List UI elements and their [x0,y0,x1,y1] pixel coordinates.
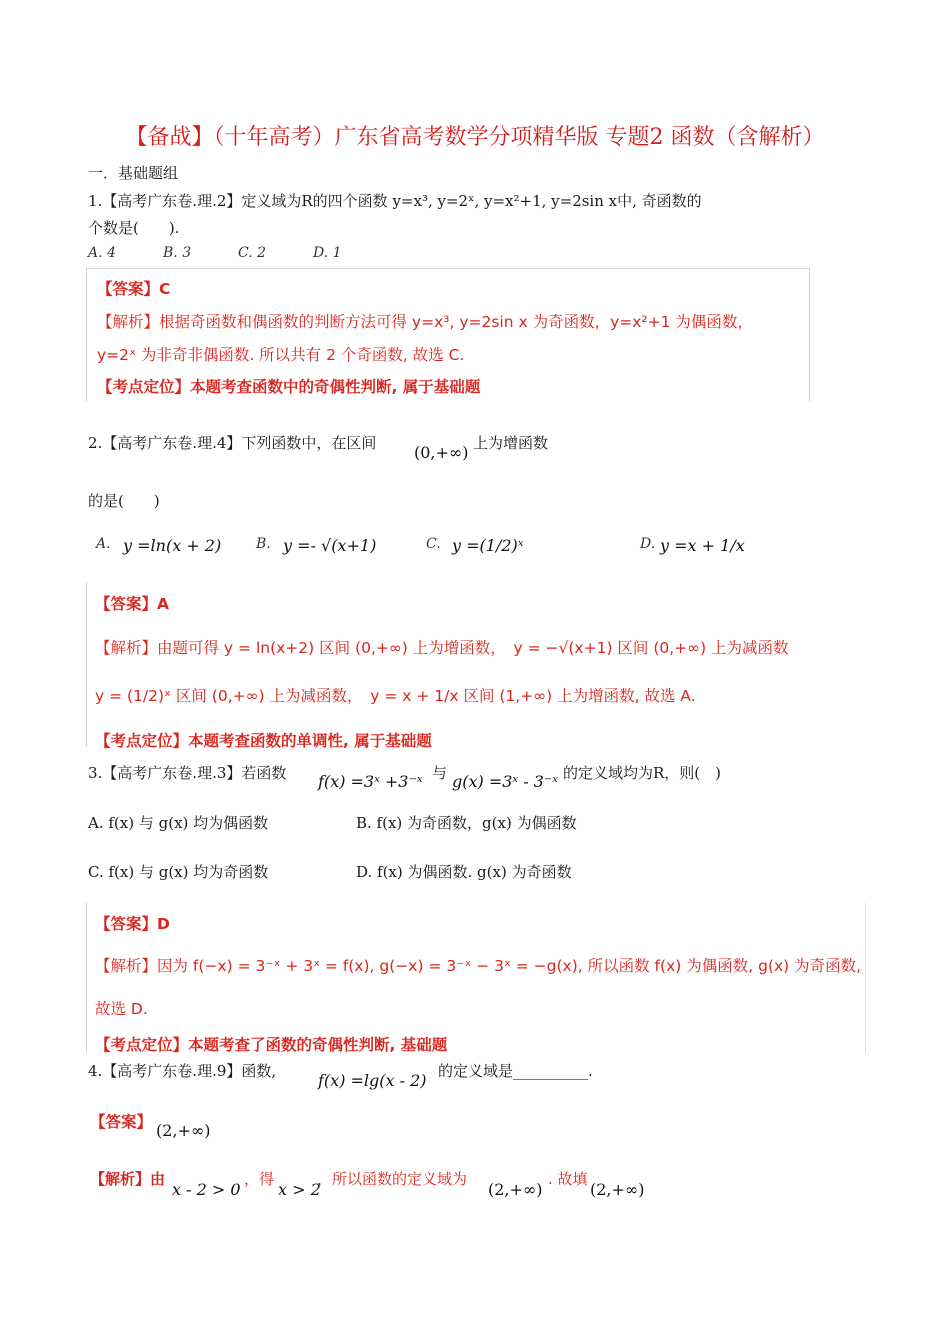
q1-option-d: D. 1 [313,245,342,261]
q3-option-b: B. f(x) 为奇函数，g(x) 为偶函数 [356,814,577,832]
q4-condition-1: x - 2 > 0 [172,1180,241,1199]
q4-f-def: f(x) =lg(x - 2) [318,1071,427,1090]
page-title: 【备战】（十年高考）广东省高考数学分项精华版 专题2 函数（含解析） [125,125,825,150]
q2-option-a-label: A. [96,536,111,552]
q2-answer: 【答案】A [95,595,169,613]
q1-knowledge-point: 【考点定位】本题考查函数中的奇偶性判断, 属于基础题 [97,378,481,396]
q2-stem-line2: 的是( ) [88,492,160,510]
q4-domain-final: (2,+∞) [590,1180,645,1199]
q1-option-b: B. 3 [163,245,192,261]
q1-analysis-line1: 【解析】根据奇函数和偶函数的判断方法可得 y=x³, y=2sin x 为奇函数，y=x²+1 为偶函数， [97,313,753,331]
q4-analysis-fill: . 故填 [548,1170,588,1188]
q3-solution-box [86,903,866,1053]
q4-stem-end: 的定义域是__________. [438,1062,593,1080]
q3-option-d: D. f(x) 为偶函数. g(x) 为奇函数 [356,863,572,881]
q2-solution-box [86,582,817,747]
q3-answer: 【答案】D [95,915,170,933]
q3-knowledge-point: 【考点定位】本题考查了函数的奇偶性判断, 基础题 [95,1036,448,1054]
q4-analysis-mid: ，所以函数的定义域为 [317,1170,468,1188]
q3-f-def: f(x) =3ˣ +3⁻ˣ [318,772,423,791]
q4-analysis-de: ，得 [244,1170,275,1188]
q3-g-def: g(x) =3ˣ - 3⁻ˣ [452,772,558,791]
q2-analysis-line2: y = (1/2)ˣ 区间 (0,+∞) 上为减函数， y = x + 1/x 区间 (1,+∞) 上为增函数, 故选 A. [95,687,696,705]
q3-option-a: A. f(x) 与 g(x) 均为偶函数 [88,814,269,832]
q1-analysis-line2: y=2ˣ 为非奇非偶函数. 所以共有 2 个奇函数, 故选 C. [97,346,465,364]
q3-option-c: C. f(x) 与 g(x) 均为奇函数 [88,863,269,881]
q4-stem-start: 4.【高考广东卷.理.9】函数, [88,1062,277,1080]
q4-answer-label: 【答案】 [90,1112,153,1131]
q2-option-d: y =x + 1/x [660,536,745,555]
q4-domain: (2,+∞) [488,1180,543,1199]
q3-analysis-line2: 故选 D. [95,1000,148,1018]
q2-stem-line1: 2.【高考广东卷.理.4】下列函数中，在区间 [88,434,377,452]
q1-option-a: A. 4 [88,245,116,261]
q2-stem-line1-end: 上为增函数 [473,434,549,452]
q2-option-c: y =(1/2)ˣ [452,536,524,555]
q4-condition-2: x > 2 [278,1180,321,1199]
q2-option-b: y =- √(x+1) [283,536,377,555]
q1-stem-line1: 1.【高考广东卷.理.2】定义域为R的四个函数 y=x³, y=2ˣ, y=x²+1, y=2sin x中, 奇函数的 [88,192,702,210]
q3-with: 与 [432,764,448,782]
q3-analysis-line1: 【解析】因为 f(−x) = 3⁻ˣ + 3ˣ = f(x), g(−x) = 3⁻ˣ − 3ˣ = −g(x), 所以函数 f(x) 为偶函数, g(x) 为奇函数, [95,957,862,975]
q2-option-c-label: C. [426,536,441,552]
q1-stem-line2: 个数是( ). [88,219,180,237]
q1-option-c: C. 2 [238,245,267,261]
q2-analysis-line1: 【解析】由题可得 y = ln(x+2) 区间 (0,+∞) 上为增函数， y = −√(x+1) 区间 (0,+∞) 上为减函数 [95,639,789,657]
q2-knowledge-point: 【考点定位】本题考查函数的单调性, 属于基础题 [95,732,432,750]
q1-answer: 【答案】C [97,280,171,298]
q3-stem-start: 3.【高考广东卷.理.3】若函数 [88,764,287,782]
q3-stem-end: 的定义域均为R，则( ) [563,764,721,782]
q2-option-a: y =ln(x + 2) [123,536,222,555]
q2-option-d-label: D. [640,536,656,552]
q2-interval: (0,+∞) [414,443,469,462]
section-heading: 一．基础题组 [88,164,179,182]
q4-analysis-label: 【解析】由 [90,1170,166,1188]
q4-answer-value: (2,+∞) [156,1121,211,1140]
q2-option-b-label: B. [256,536,271,552]
